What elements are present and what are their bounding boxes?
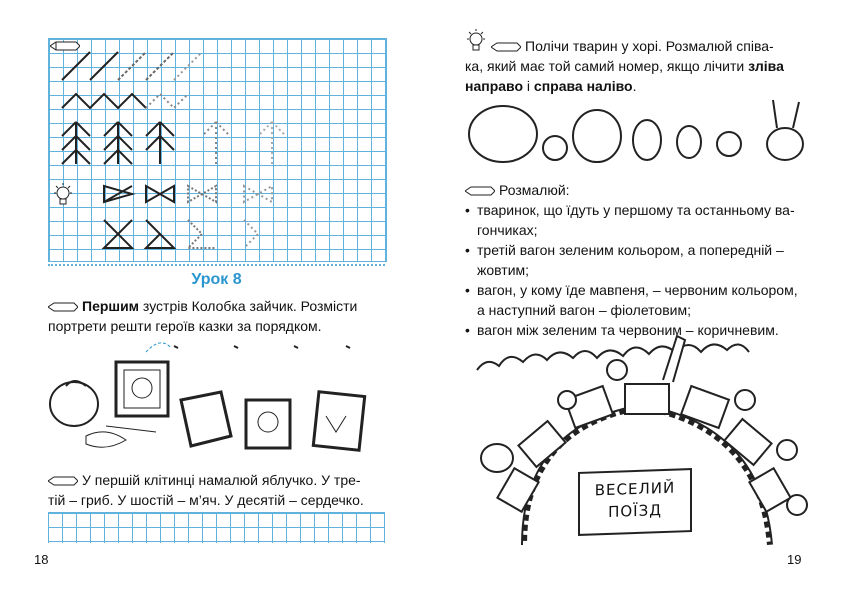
task-heading: Розмалюй: (499, 182, 570, 198)
list-item: • вагон між зеленим та червоним – коричневим. (465, 320, 835, 340)
train-sign (578, 468, 692, 536)
task-text: ка, який має той самий номер, якщо лічити (465, 58, 749, 74)
task-color-train (465, 180, 835, 340)
cat-icon (633, 120, 661, 160)
pencil-icon (48, 302, 78, 312)
task-bold-word: справа наліво (533, 78, 633, 94)
task-list (465, 200, 835, 340)
pencil-icon (48, 476, 78, 486)
grid-patterns (48, 38, 385, 260)
task-text: портрети решти героїв казки за порядком. (48, 318, 322, 334)
sign-line: ПОЇЗД (608, 501, 662, 521)
sheep-icon (469, 106, 537, 162)
task-text: У першій клітинці намалюй яблучко. У тре- (82, 472, 361, 488)
lightbulb-icon (52, 182, 74, 208)
bird-icon (717, 132, 741, 156)
chick-icon (677, 126, 701, 158)
chick-icon (543, 136, 567, 160)
portraits-illustration (46, 336, 386, 460)
right-page (425, 0, 851, 600)
task-text: зустрів Колобка зайчик. Розмісти (139, 298, 358, 314)
list-item: • вагон, у кому їде мавпеня, – червоним кольором, а наступний вагон – фіолетовим; (465, 280, 835, 320)
task-bold-word: зліва (748, 58, 784, 74)
copybook-grid-bottom (48, 512, 385, 543)
list-item: • тваринок, що їдуть у першому та останньому ва- гончиках; (465, 200, 835, 240)
task-bold-word: направо (465, 78, 524, 94)
task-draw-cells (48, 470, 393, 510)
pencil-icon (465, 186, 495, 196)
task-text: і (523, 78, 534, 94)
list-item: • третій вагон зеленим кольором, а попередній – жовтим; (465, 240, 835, 280)
task-bold-word: Першим (82, 298, 140, 314)
task-text: Полічи тварин у хорі. Розмалюй співа- (525, 38, 774, 54)
pig-icon (573, 110, 621, 162)
lesson-header (48, 264, 385, 292)
sign-line: ВЕСЕЛИЙ (594, 478, 676, 500)
left-page (0, 0, 425, 600)
task-choir (465, 36, 825, 96)
animal-choir-illustration (467, 96, 817, 168)
task-portraits (48, 296, 388, 336)
lesson-title: Урок 8 (191, 271, 242, 288)
pencil-icon (491, 42, 521, 52)
page-number: 18 (34, 552, 49, 567)
task-text: . (632, 78, 637, 94)
task-text: тій – гриб. У шостій – м’яч. У десятій – сердечко. (48, 492, 364, 508)
page-number: 19 (787, 552, 802, 567)
rabbit-icon (767, 128, 803, 160)
